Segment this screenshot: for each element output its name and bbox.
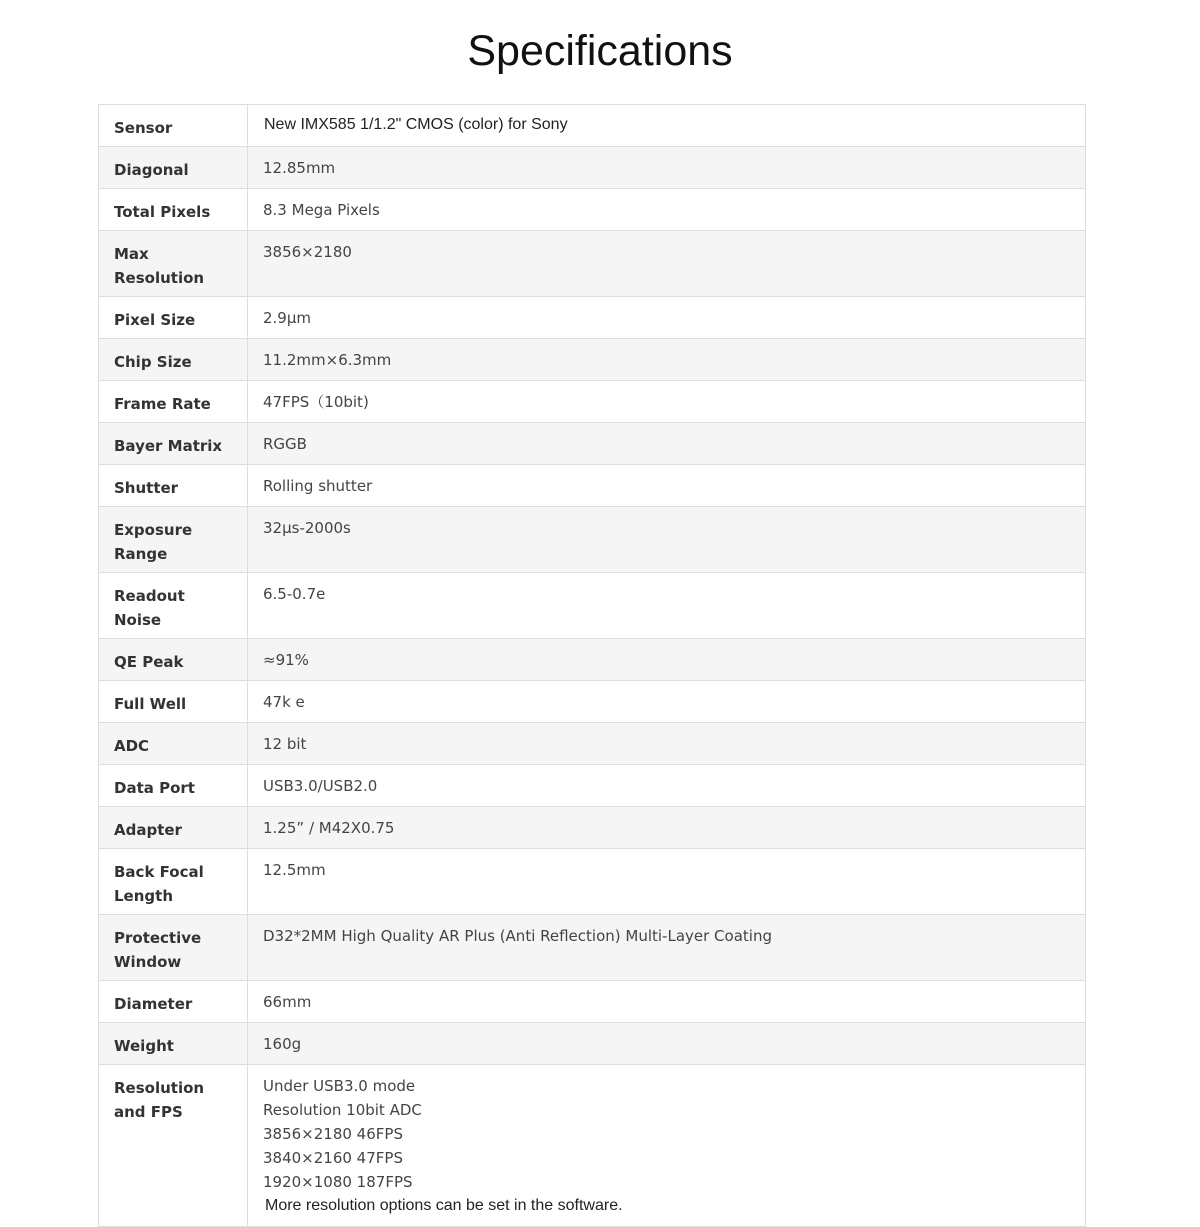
table-row bbox=[99, 915, 1086, 981]
spec-label: Sensor bbox=[99, 105, 248, 147]
table-row bbox=[99, 147, 1086, 189]
spec-value: 32μs-2000s bbox=[248, 507, 1086, 573]
spec-label: Total Pixels bbox=[99, 189, 248, 231]
spec-value: 12.85mm bbox=[248, 147, 1086, 189]
spec-label: Exposure Range bbox=[99, 507, 248, 573]
table-row bbox=[99, 105, 1086, 147]
page-title: Specifications bbox=[467, 27, 733, 75]
spec-label: ADC bbox=[99, 723, 248, 765]
spec-label: Protective Window bbox=[99, 915, 248, 981]
table-row bbox=[99, 1065, 1086, 1227]
table-row bbox=[99, 231, 1086, 297]
spec-value: ≈91% bbox=[248, 639, 1086, 681]
spec-label: Bayer Matrix bbox=[99, 423, 248, 465]
table-row bbox=[99, 723, 1086, 765]
table-row bbox=[99, 681, 1086, 723]
spec-value: 6.5-0.7e bbox=[248, 573, 1086, 639]
spec-label: Chip Size bbox=[99, 339, 248, 381]
spec-label: Full Well bbox=[99, 681, 248, 723]
spec-label: Back Focal Length bbox=[99, 849, 248, 915]
spec-label: Pixel Size bbox=[99, 297, 248, 339]
spec-label: Shutter bbox=[99, 465, 248, 507]
spec-value: New IMX585 1/1.2" CMOS (color) for Sony bbox=[248, 105, 1086, 147]
spec-label: Diagonal bbox=[99, 147, 248, 189]
spec-value: 3856×2180 bbox=[248, 231, 1086, 297]
table-row bbox=[99, 981, 1086, 1023]
resolution-option-line: 1920×1080 187FPS bbox=[263, 1173, 413, 1191]
spec-value: 1.25” / M42X0.75 bbox=[248, 807, 1086, 849]
resolution-option-line: 3856×2180 46FPS bbox=[263, 1125, 403, 1143]
spec-value: 160g bbox=[248, 1023, 1086, 1065]
spec-value-multiline bbox=[248, 1065, 1086, 1227]
table-row bbox=[99, 339, 1086, 381]
spec-value: 12.5mm bbox=[248, 849, 1086, 915]
table-row bbox=[99, 765, 1086, 807]
table-row bbox=[99, 639, 1086, 681]
table-row bbox=[99, 807, 1086, 849]
spec-label: Adapter bbox=[99, 807, 248, 849]
spec-label: Weight bbox=[99, 1023, 248, 1065]
resolution-option-line: 3840×2160 47FPS bbox=[263, 1149, 403, 1167]
spec-label: Max Resolution bbox=[99, 231, 248, 297]
table-row bbox=[99, 423, 1086, 465]
spec-label: Frame Rate bbox=[99, 381, 248, 423]
spec-value: 47FPS（10bit) bbox=[248, 381, 1086, 423]
spec-label: Resolution and FPS bbox=[99, 1065, 248, 1227]
spec-label: Readout Noise bbox=[99, 573, 248, 639]
table-row bbox=[99, 297, 1086, 339]
spec-label: Data Port bbox=[99, 765, 248, 807]
resolution-adc-line: Resolution 10bit ADC bbox=[263, 1101, 422, 1119]
spec-value: USB3.0/USB2.0 bbox=[248, 765, 1086, 807]
table-row bbox=[99, 1023, 1086, 1065]
spec-value: Rolling shutter bbox=[248, 465, 1086, 507]
table-row bbox=[99, 465, 1086, 507]
spec-label: Diameter bbox=[99, 981, 248, 1023]
spec-label: QE Peak bbox=[99, 639, 248, 681]
table-row bbox=[99, 507, 1086, 573]
table-row bbox=[99, 189, 1086, 231]
specifications-table bbox=[98, 104, 1086, 1227]
spec-value: 2.9μm bbox=[248, 297, 1086, 339]
spec-value: 8.3 Mega Pixels bbox=[248, 189, 1086, 231]
resolution-note-line: More resolution options can be set in the software. bbox=[265, 1197, 623, 1214]
table-row bbox=[99, 849, 1086, 915]
spec-value: 12 bit bbox=[248, 723, 1086, 765]
spec-value: 66mm bbox=[248, 981, 1086, 1023]
spec-value: 47k e bbox=[248, 681, 1086, 723]
spec-value: RGGB bbox=[248, 423, 1086, 465]
spec-value: D32*2MM High Quality AR Plus (Anti Reflection) Multi-Layer Coating bbox=[248, 915, 1086, 981]
table-row bbox=[99, 573, 1086, 639]
table-row bbox=[99, 381, 1086, 423]
resolution-mode-line: Under USB3.0 mode bbox=[263, 1077, 416, 1095]
spec-value: 11.2mm×6.3mm bbox=[248, 339, 1086, 381]
